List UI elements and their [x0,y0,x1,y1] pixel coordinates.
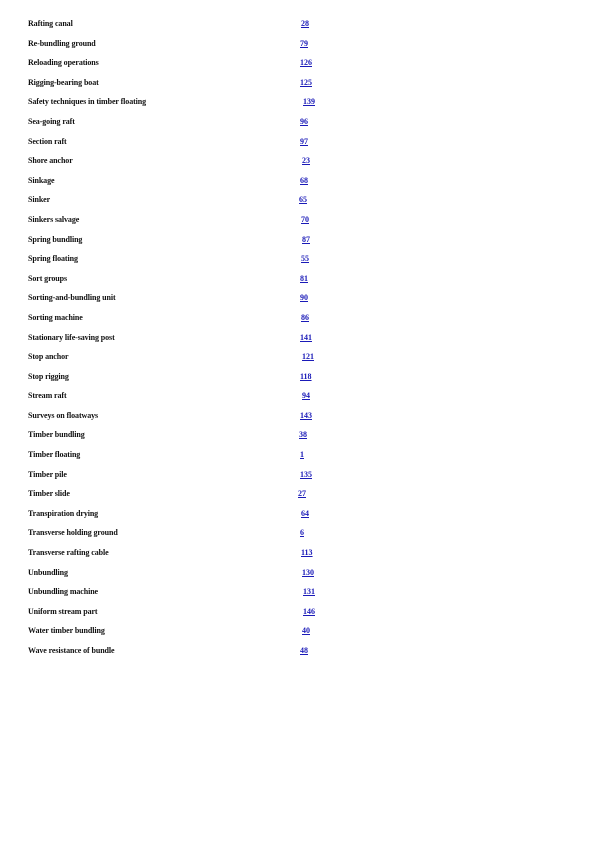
page-number-link[interactable]: 70 [301,214,309,224]
index-term: Section raft [28,136,67,146]
index-term: Timber pile [28,469,67,479]
index-entry [0,171,595,191]
page-number-link[interactable]: 90 [300,293,308,303]
page-number-link[interactable]: 135 [300,469,312,479]
index-term: Water timber bundling [28,626,105,636]
index-entry [0,210,595,230]
page-number-link[interactable]: 23 [302,156,310,166]
index-entry [0,269,595,289]
page-number-link[interactable]: 55 [301,254,309,264]
page-number-link[interactable]: 126 [300,58,312,68]
index-term: Transpiration drying [28,508,99,518]
index-entry [0,523,595,543]
page-number-link[interactable]: 28 [301,19,309,28]
page-number-link[interactable]: 64 [301,508,309,518]
page-number-link[interactable]: 6 [300,528,304,538]
page-number-link[interactable]: 130 [302,567,314,577]
page-number-link[interactable]: 113 [301,548,313,558]
index-term: Sinkers salvage [28,214,80,224]
index-entry [0,53,595,73]
index-entry [0,641,595,661]
index-term: Surveys on floatways [28,410,99,420]
index-entry [0,465,595,485]
index-term: Wave resistance of bundle [28,646,115,655]
page-number-link[interactable]: 94 [302,391,310,401]
index-term: Sea-going raft [28,116,75,126]
index-term: Transverse rafting cable [28,548,109,558]
index-entry [0,34,595,54]
page-number-link[interactable]: 86 [301,312,309,322]
page-number-link[interactable]: 131 [303,587,315,597]
page-number-link[interactable]: 139 [303,97,315,107]
page-number-link[interactable]: 27 [298,489,306,499]
index-term: Rigging-bearing boat [28,77,99,87]
index-term: Stationary life-saving post [28,332,115,342]
index-entry [0,92,595,112]
index-entry [0,328,595,348]
index-entry [0,347,595,367]
page-number-link[interactable]: 118 [300,371,312,381]
index-term: Spring floating [28,254,78,264]
index-entry [0,230,595,250]
index-term: Stop anchor [28,352,69,362]
index-entry [0,445,595,465]
page-number-link[interactable]: 65 [299,195,307,205]
index-term: Transverse holding ground [28,528,118,538]
index-term: Sorting-and-bundling unit [28,293,116,303]
index-term: Sinkage [28,175,55,185]
page-number-link[interactable]: 125 [300,77,312,87]
index-entry [0,504,595,524]
index-entry [0,386,595,406]
index-term: Uniform stream part [28,606,98,616]
page-number-link[interactable]: 121 [302,352,314,362]
index-term: Stream raft [28,391,67,401]
page-number-link[interactable]: 40 [302,626,310,636]
index-term: Timber slide [28,489,70,499]
index-entry [0,621,595,641]
index-term: Stop rigging [28,371,69,381]
page-number-link[interactable]: 68 [300,175,308,185]
index-entry [0,151,595,171]
index-entry [0,425,595,445]
index-term: Unbundling machine [28,587,99,597]
index-entry [0,249,595,269]
page-number-link[interactable]: 1 [300,450,304,460]
index-term: Reloading operations [28,58,99,68]
index-term: Safety techniques in timber floating [28,97,147,107]
index-entry [0,406,595,426]
page-number-link[interactable]: 146 [303,606,315,616]
index-entry [0,73,595,93]
index-term: Unbundling [28,567,68,577]
index-term: Shore anchor [28,156,73,166]
index-entry [0,190,595,210]
index-term: Spring bundling [28,234,83,244]
index-term: Sinker [28,195,51,205]
index-entry [0,132,595,152]
page-number-link[interactable]: 96 [300,116,308,126]
page-number-link[interactable]: 87 [302,234,310,244]
index-term: Re-bundling ground [28,38,96,48]
index-term: Sort groups [28,273,67,283]
index-entry [0,602,595,622]
index-entry [0,484,595,504]
index-entry [0,563,595,583]
index-entry [0,308,595,328]
page-number-link[interactable]: 48 [300,646,308,655]
index-entry [0,543,595,563]
index-list [0,14,595,661]
index-entry [0,14,595,34]
page-number-link[interactable]: 143 [300,410,312,420]
index-term: Rafting canal [28,19,73,28]
index-entry [0,367,595,387]
index-term: Timber floating [28,450,81,460]
page-number-link[interactable]: 141 [300,332,312,342]
index-entry [0,112,595,132]
index-term: Timber bundling [28,430,85,440]
page-number-link[interactable]: 79 [300,38,308,48]
index-entry [0,288,595,308]
index-entry [0,582,595,602]
page-number-link[interactable]: 97 [300,136,308,146]
page-number-link[interactable]: 81 [300,273,308,283]
page-number-link[interactable]: 38 [299,430,307,440]
index-term: Sorting machine [28,312,83,322]
